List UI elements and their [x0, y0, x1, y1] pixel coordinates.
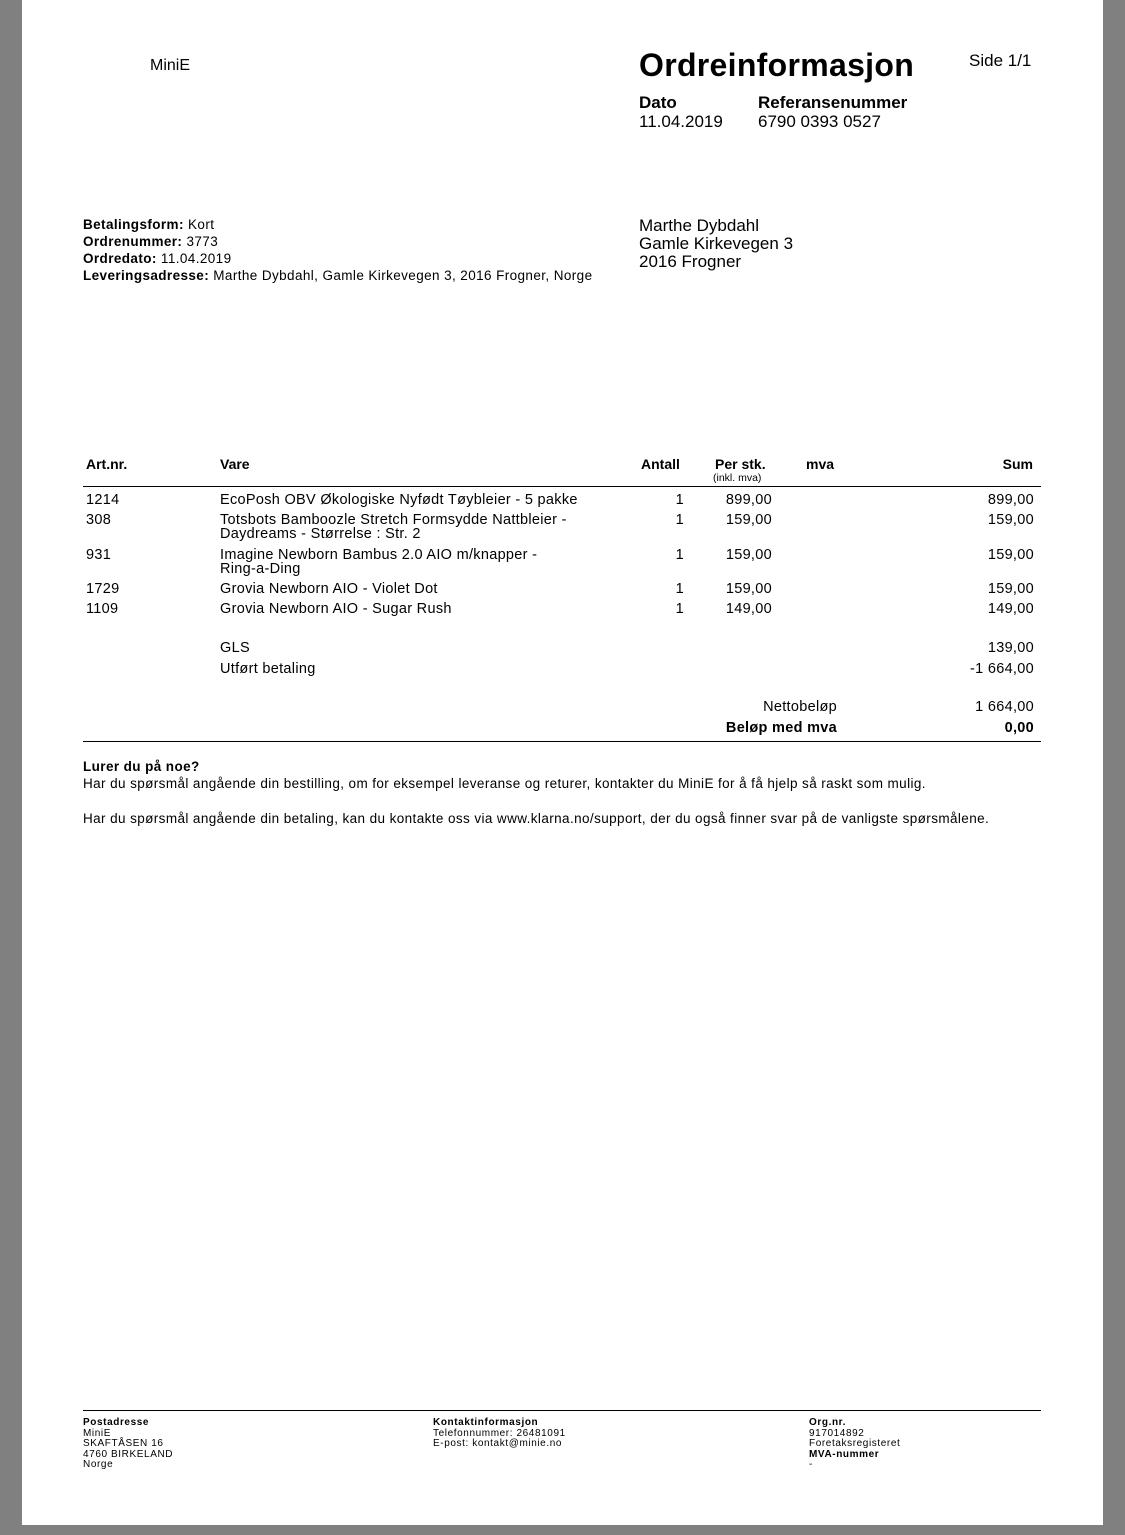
order-info [83, 216, 603, 284]
row-1-artnr: 1214 [86, 492, 120, 508]
row-2-vare: Totsbots Bamboozle Stretch Formsydde Nattbleier - [220, 512, 567, 528]
row-1-vare: EcoPosh OBV Økologiske Nyfødt Tøybleier - 5 pakke [220, 492, 578, 508]
footer-postal-line: MiniE [83, 1427, 112, 1439]
delivery-address-label: Leveringsadresse: [83, 268, 210, 283]
col-header-per-stk: Per stk. [715, 456, 766, 472]
row-4-antall: 1 [675, 581, 684, 597]
col-header-mva: mva [806, 456, 835, 472]
recipient-address [639, 217, 793, 271]
row-3-vare: Imagine Newborn Bambus 2.0 AIO m/knapper - [220, 547, 538, 563]
payment-done-value: -1 664,00 [970, 661, 1034, 677]
footer-contact-email: E-post: kontakt@minie.no [433, 1438, 563, 1449]
row-4-artnr: 1729 [86, 581, 120, 597]
row-4-vare: Grovia Newborn AIO - Violet Dot [220, 581, 438, 597]
footer-org-register: Foretaksregisteret [809, 1438, 901, 1449]
row-4-sum: 159,00 [987, 581, 1034, 597]
row-3-perstk: 159,00 [725, 547, 772, 563]
col-header-vare: Vare [220, 456, 250, 472]
col-header-sum: Sum [1002, 456, 1033, 472]
row-3-sum: 159,00 [987, 547, 1034, 563]
page-number: Side 1/1 [969, 51, 1032, 70]
row-5-sum: 149,00 [987, 601, 1034, 617]
order-number-value: 3773 [186, 234, 219, 249]
footer-mva-title: MVA-nummer [809, 1448, 880, 1460]
order-date-label: Ordredato: [83, 251, 157, 266]
row-5-vare: Grovia Newborn AIO - Sugar Rush [220, 601, 452, 617]
document-title: Ordreinformasjon [639, 47, 915, 83]
row-3-antall: 1 [675, 547, 684, 563]
payment-value: Kort [188, 217, 215, 232]
payment-label: Betalingsform: [83, 217, 184, 232]
footer-mva-value: - [809, 1459, 813, 1470]
footer-postal-line: SKAFTÅSEN 16 [83, 1438, 164, 1449]
col-header-antall: Antall [641, 456, 680, 472]
col-header-per-stk-sub: (inkl. mva) [713, 472, 762, 484]
row-3-vare-line2: Ring-a-Ding [220, 561, 301, 577]
footer-contact [433, 1418, 566, 1450]
row-2-sum: 159,00 [987, 512, 1034, 528]
shipping-label: GLS [220, 640, 250, 656]
net-amount-label: Nettobeløp [763, 699, 837, 715]
footer-org-title: Org.nr. [809, 1417, 846, 1428]
reference-value: 6790 0393 0527 [758, 112, 881, 131]
footer-postal [83, 1418, 173, 1471]
footer-org-value: 917014892 [809, 1427, 865, 1439]
payment-done-label: Utført betaling [220, 661, 316, 677]
footer-postal-line: Norge [83, 1459, 114, 1470]
shipping-value: 139,00 [987, 640, 1034, 656]
help-text-order: Har du spørsmål angående din bestilling, om for eksempel leveranse og returer, kontakter du MiniE for å få hjelp så raskt som mulig. [83, 776, 926, 791]
help-title: Lurer du på noe? [83, 759, 200, 774]
recipient-name: Marthe Dybdahl [639, 216, 760, 235]
date-label: Dato [639, 93, 677, 112]
footer-org [809, 1418, 900, 1471]
order-number-label: Ordrenummer: [83, 234, 183, 249]
row-2-vare-line2: Daydreams - Størrelse : Str. 2 [220, 526, 421, 542]
footer-postal-line: 4760 BIRKELAND [83, 1448, 174, 1460]
row-5-perstk: 149,00 [725, 601, 772, 617]
row-3-artnr: 931 [86, 547, 112, 563]
shop-name: MiniE [150, 57, 191, 74]
footer-postal-title: Postadresse [83, 1417, 150, 1428]
reference-label: Referansenummer [758, 93, 908, 112]
row-1-perstk: 899,00 [725, 492, 772, 508]
date-value: 11.04.2019 [639, 112, 723, 131]
order-date-value: 11.04.2019 [160, 251, 232, 266]
footer-rule [83, 1410, 1041, 1411]
total-label: Beløp med mva [725, 720, 837, 736]
recipient-street: Gamle Kirkevegen 3 [639, 234, 794, 253]
row-2-antall: 1 [675, 512, 684, 528]
row-4-perstk: 159,00 [725, 581, 772, 597]
recipient-city: 2016 Frogner [639, 252, 742, 271]
col-header-artnr: Art.nr. [86, 456, 128, 472]
table-header-rule [83, 486, 1041, 487]
total-value: 0,00 [1004, 720, 1034, 736]
delivery-address-value: Marthe Dybdahl, Gamle Kirkevegen 3, 2016 Frogner, Norge [213, 268, 593, 283]
net-amount-value: 1 664,00 [975, 699, 1034, 715]
row-2-artnr: 308 [86, 512, 112, 528]
row-1-sum: 899,00 [987, 492, 1034, 508]
footer-contact-title: Kontaktinformasjon [433, 1417, 539, 1428]
row-5-artnr: 1109 [86, 601, 119, 617]
row-2-perstk: 159,00 [725, 512, 772, 528]
row-1-antall: 1 [675, 492, 684, 508]
row-5-antall: 1 [675, 601, 684, 617]
help-text-payment: Har du spørsmål angående din betaling, kan du kontakte oss via www.klarna.no/support, der du også finner svar på de vanligste spørsmålene. [83, 811, 990, 826]
table-bottom-rule [83, 741, 1041, 742]
document-page [22, 0, 1103, 1525]
footer-contact-phone: Telefonnummer: 26481091 [433, 1427, 566, 1439]
